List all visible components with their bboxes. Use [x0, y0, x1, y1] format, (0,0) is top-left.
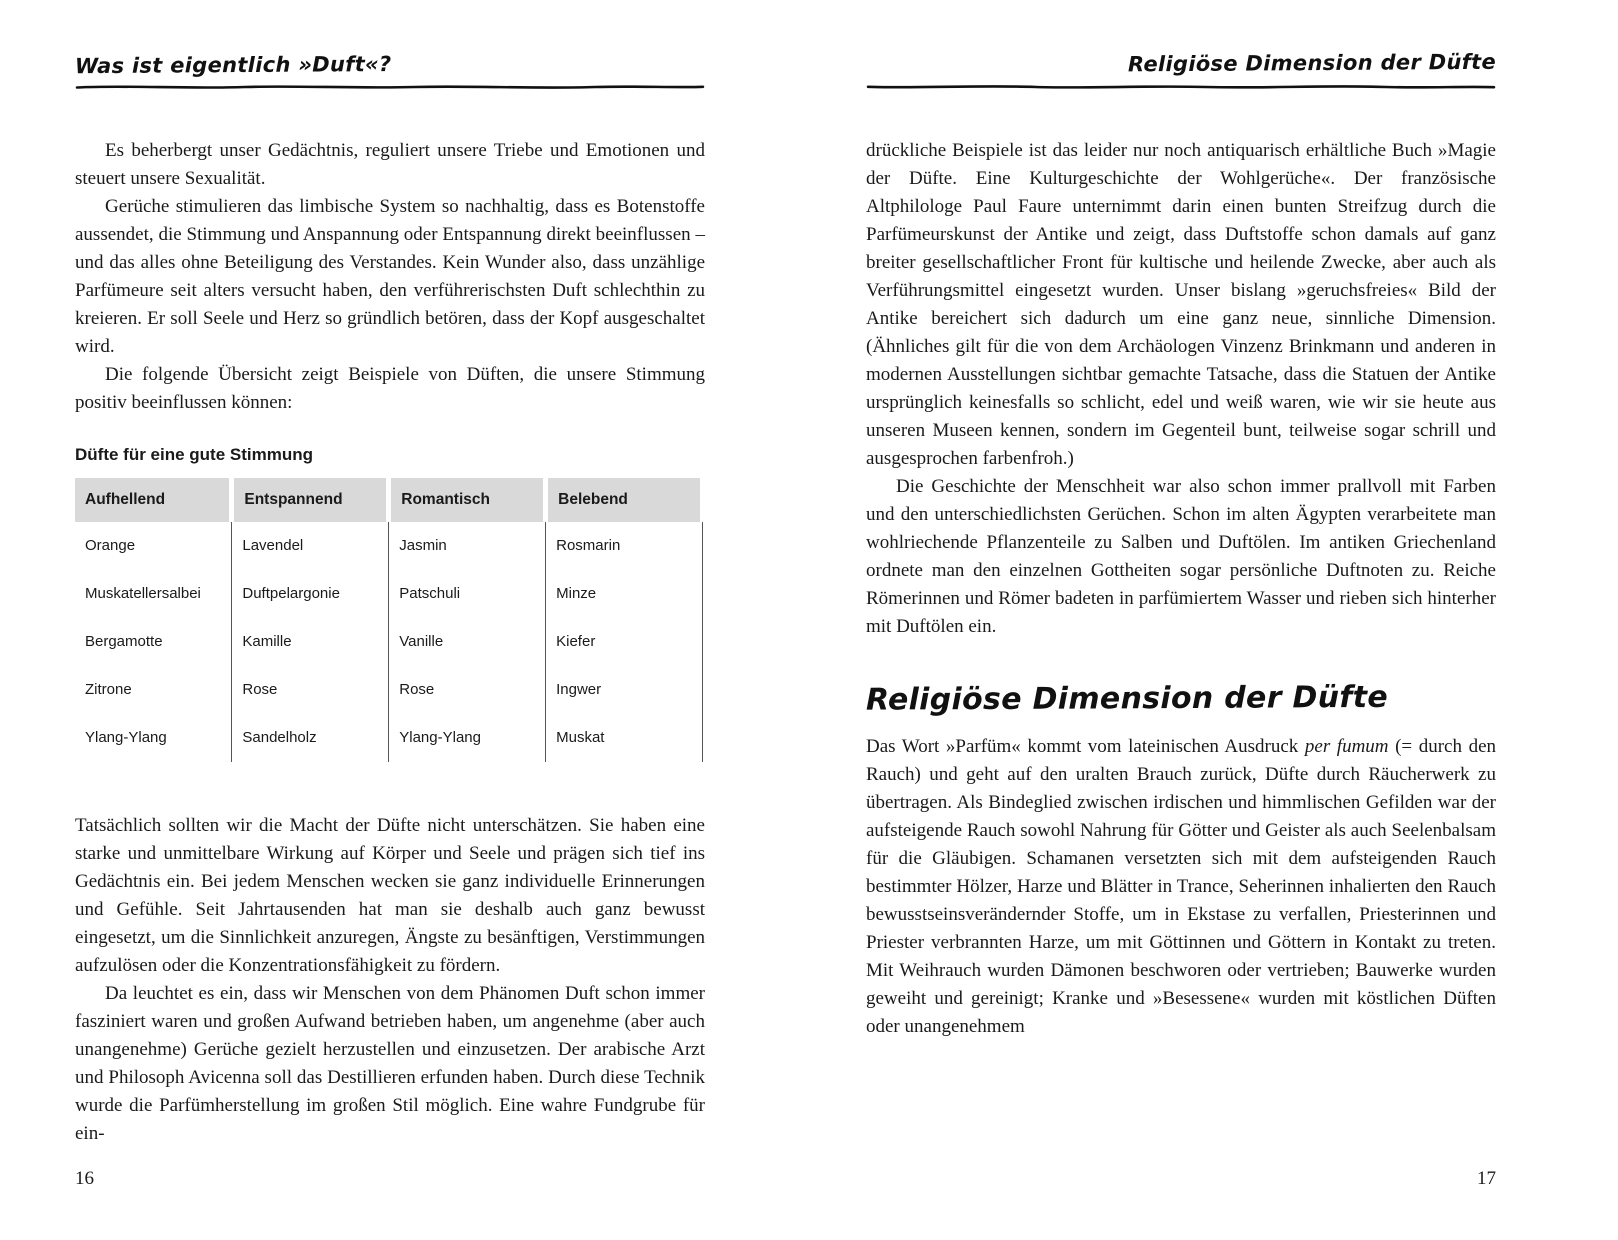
page-number-left: 16 [75, 1168, 94, 1189]
header-underline [866, 82, 1496, 91]
right-running-header: Religiöse Dimension der Düfte [1127, 49, 1497, 77]
table-cell: Patschuli [389, 570, 546, 618]
table-caption: Düfte für eine gute Stimmung [75, 445, 313, 464]
table-cell: Ylang-Ylang [75, 714, 232, 762]
table-row [75, 618, 703, 666]
table-cell: Ingwer [546, 666, 703, 714]
table-header-row [75, 478, 703, 522]
table-cell: Minze [546, 570, 703, 618]
table-cell: Zitrone [75, 666, 232, 714]
table-header-cell: Aufhellend [75, 478, 232, 522]
paragraph: drückliche Beispiele ist das leider nur noch antiquarisch erhältliche Buch »Magie der Düfte. Eine Kulturgeschichte der Wohlgerüche«. Der französische Altphilologe Paul Faure unternimmt darin einen bunten Streifzug durch die Parfümeurskunst der Antike und zeigt, dass Duftstoffe schon damals auf ganz breiter gesellschaftlicher Front für kultische und heilende Zwecke, aber auch als Verführungsmittel eingesetzt wurden. Unser bislang »geruchsfreies« Bild der Antike bereichert sich dadurch um eine ganz neue, sinnliche Dimension. (Ähnliches gilt für die von dem Archäologen Vinzenz Brinkmann und anderen in modernen Ausstellungen sichtbar gemachte Tatsache, dass die Statuen der Antike ursprünglich keinesfalls so schlicht, edel und weiß waren, wie wir sie heute aus unseren Museen kennen, sondern im Gegenteil bunt, teilweise sogar schrill und ausgesprochen farbenfroh.) [866, 140, 1496, 469]
table-cell: Rose [389, 666, 546, 714]
left-body [75, 137, 705, 1148]
table-cell: Sandelholz [232, 714, 389, 762]
left-running-header: Was ist eigentlich »Duft«? [74, 51, 392, 79]
paragraph: Es beherbergt unser Gedächtnis, reguliert unsere Triebe und Emotionen und steuert unsere Sexualität. [75, 140, 705, 189]
table-cell: Muskatellersalbei [75, 570, 232, 618]
latin-term: per fumum [1304, 736, 1389, 757]
table-header-cell: Entspannend [232, 478, 389, 522]
table-cell: Orange [75, 522, 232, 570]
table-cell: Rosmarin [546, 522, 703, 570]
paragraph: Da leuchtet es ein, dass wir Menschen von dem Phänomen Duft schon immer fasziniert waren und großen Aufwand betrieben haben, um angenehme (aber auch unangenehme) Gerüche gezielt herzustellen und einzusetzen. Der arabische Arzt und Philosoph Avicenna soll das Destillieren erfunden haben. Durch diese Technik wurde die Parfümherstellung im großen Stil möglich. Eine wahre Fundgrube für ein- [75, 983, 705, 1144]
paragraph: Tatsächlich sollten wir die Macht der Düfte nicht unterschätzen. Sie haben eine starke und unmittelbare Wirkung auf Körper und Seele und prägen sich tief ins Gedächtnis ein. Bei jedem Menschen wecken sie ganz individuelle Erinnerungen und Gefühle. Seit Jahrtausenden hat man sie deshalb auch ganz bewusst eingesetzt, um die Sinnlichkeit anzuregen, Ängste zu besänftigen, Verstimmungen aufzulösen oder die Konzentrationsfähigkeit zu fördern. [75, 815, 705, 976]
stimmung-table [75, 478, 705, 762]
paragraph [866, 733, 1496, 1041]
table-row [75, 570, 703, 618]
table-cell: Duftpelargonie [232, 570, 389, 618]
paragraph-segment: (= durch den Rauch) und geht auf den uralten Brauch zurück, Düfte durch Räucherwerk zu übertragen. Als Bindeglied zwischen irdischen und himmlischen Gefilden war der aufsteigende Rauch sowohl Nahrung für Götter und Geister als auch Seelenbalsam für die Gläubigen. Schamanen versetzten sich mit dem aufsteigenden Rauch bestimmter Hölzer, Harze und Blätter in Trance, Seherinnen inhalierten den Rauch bewusstseinsverändernder Stoffe, um in Ekstase zu verfallen, Priesterinnen und Priester verbrannten Harze, um mit Göttinnen und Göttern in Kontakt zu treten. Mit Weihrauch wurden Dämonen beschworen oder vertrieben; Bauwerke wurden geweiht und gereinigt; Kranke und »Besessene« wurden mit köstlichen Düften oder unangenehmem [866, 736, 1496, 1037]
section-heading: Religiöse Dimension der Düfte [865, 679, 1389, 718]
table-row [75, 522, 703, 570]
left-page [75, 52, 705, 1148]
table-cell: Lavendel [232, 522, 389, 570]
table-header-cell: Belebend [546, 478, 703, 522]
table-cell: Rose [232, 666, 389, 714]
paragraph-segment: Das Wort »Parfüm« kommt vom lateinischen Ausdruck [866, 736, 1305, 757]
table-cell: Kiefer [546, 618, 703, 666]
table-row [75, 714, 703, 762]
table-cell: Vanille [389, 618, 546, 666]
table-cell: Jasmin [389, 522, 546, 570]
paragraph: Die folgende Übersicht zeigt Beispiele von Düften, die unsere Stimmung positiv beeinflussen können: [75, 364, 705, 413]
header-underline [75, 82, 705, 91]
table-cell: Kamille [232, 618, 389, 666]
page-number-right: 17 [1477, 1168, 1496, 1189]
table-cell: Bergamotte [75, 618, 232, 666]
paragraph: Gerüche stimulieren das limbische System so nachhaltig, dass es Botenstoffe aussendet, die Stimmung und Anspannung oder Entspannung direkt beeinflussen – und das alles ohne Beteiligung des Verstandes. Kein Wunder also, dass unzählige Parfümeure seit alters versucht haben, den verführerischsten Duft schlechthin zu kreieren. Er soll Seele und Herz so gründlich betören, dass der Kopf ausgeschaltet wird. [75, 196, 705, 357]
table-cell: Ylang-Ylang [389, 714, 546, 762]
right-page [865, 49, 1497, 1041]
table-header-cell: Romantisch [389, 478, 546, 522]
table-cell: Muskat [546, 714, 703, 762]
paragraph: Die Geschichte der Menschheit war also schon immer prallvoll mit Farben und den unterschiedlichsten Gerüchen. Schon im alten Ägypten verarbeitete man wohlriechende Pflanzenteile zu Salben und Duftölen. Im antiken Griechenland ordnete man den einzelnen Gottheiten sogar persönliche Duftnoten zu. Reiche Römerinnen und Römer badeten in parfümiertem Wasser und rieben sich hinterher mit Duftölen ein. [866, 476, 1496, 637]
right-body [866, 137, 1496, 1041]
table-row [75, 666, 703, 714]
